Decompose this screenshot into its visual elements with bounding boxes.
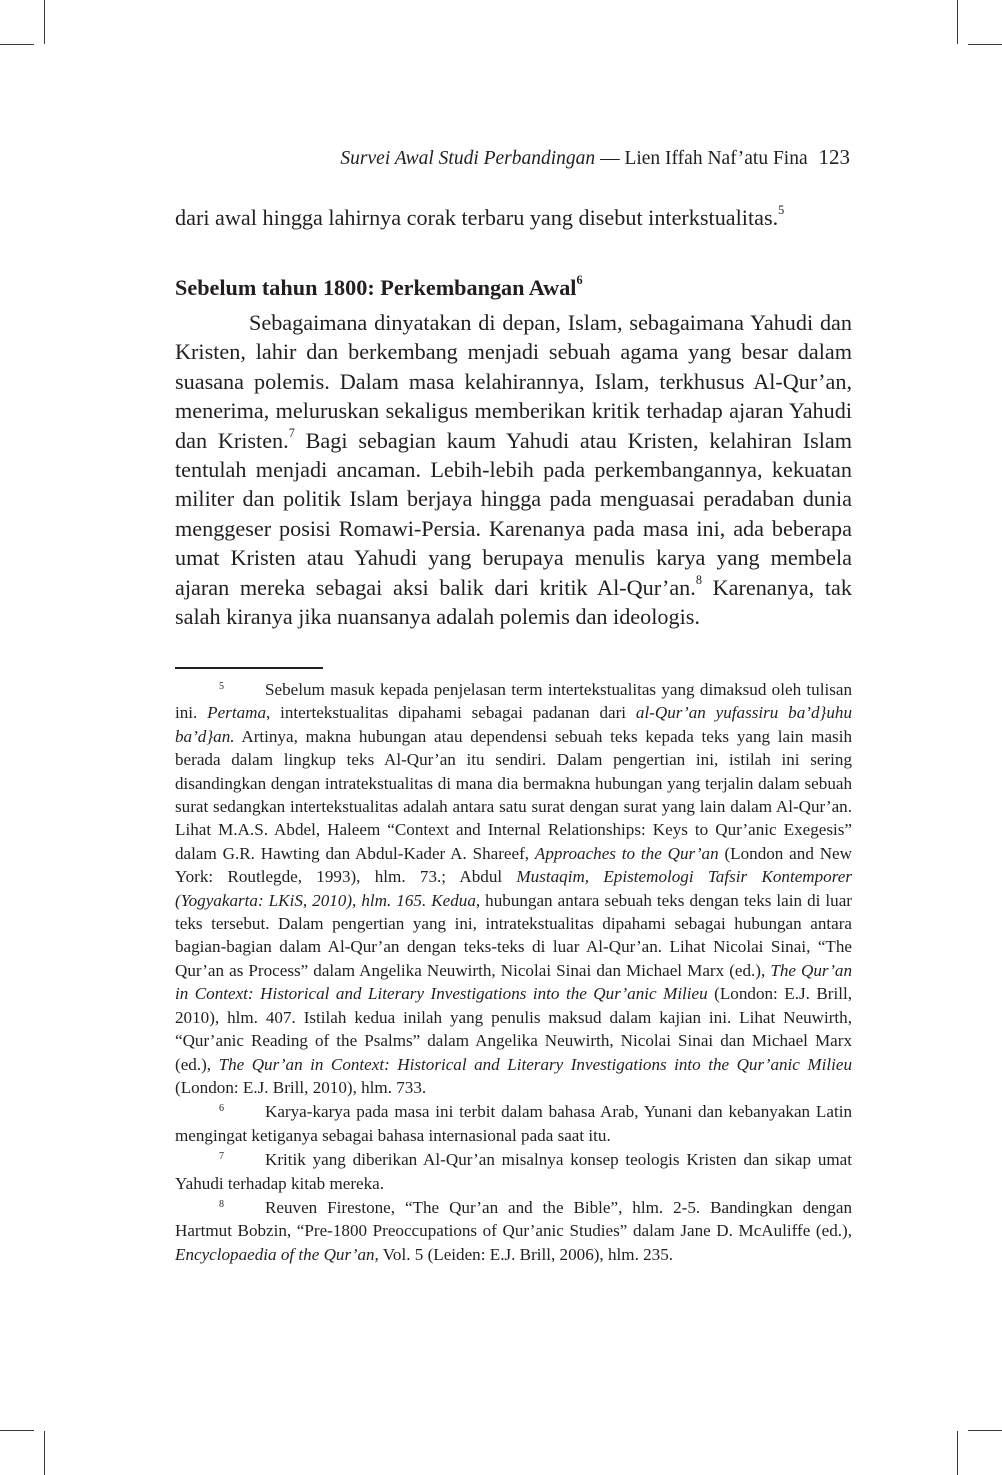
footnote-8-text-2: Vol. 5 (Leiden: E.J. Brill, 2006), hlm. 235. [378, 1244, 674, 1264]
footnote-5-italic-5: The Qur’an in Context: Historical and Literary Investigations into the Qur’anic Milieu [175, 960, 852, 1004]
footnote-separator [175, 667, 323, 669]
running-head [340, 145, 850, 170]
running-head-title: Survei Awal Studi Perbandingan [340, 148, 596, 169]
footnotes [175, 678, 852, 1266]
footnote-8-italic-1: Encyclopaedia of the Qur’an, [175, 1244, 379, 1264]
footnote-5-italic-6: The Qur’an in Context: Historical and Literary Investigations into the Qur’anic Milieu [218, 1054, 852, 1074]
footnote-5-text-2: , intertekstualitas dipahami sebagai padanan dari [266, 703, 636, 723]
lead-line [175, 203, 852, 232]
crop-mark-top-left [44, 0, 45, 44]
paragraph-part-1: Sebagaimana dinyatakan di depan, Islam, sebagaimana Yahudi dan Kristen, lahir dan berkembang menjadi sebuah agama yang besar dalam suasana polemis. Dalam masa kelahirannya, Islam, terkhusus Al-Qur’an, menerima, meluruskan sekaligus memberikan kritik terhadap ajaran Yahudi dan Kristen. [175, 310, 852, 453]
lead-line-text: dari awal hingga lahirnya corak terbaru yang disebut interkstualitas. [175, 205, 779, 230]
paragraph-part-3: Karenanya, tak salah kiranya jika nuansanya adalah polemis dan ideologis. [175, 574, 852, 630]
footnote-6 [175, 1100, 852, 1147]
footnote-5-text-5: hubungan antara sebuah teks dengan teks lain di luar teks tersebut. Dalam pengertian yang ini, intratekstualitas dipahami sebagai hubungan antara bagian-bagian dalam Al-Qur’an dengan teks-teks di luar Al-Qur’an. Lihat Nicolai Sinai, “The Qur’an as Process” dalam Angelika Neuwirth, Nicolai Sinai dan Michael Marx (ed.), [175, 890, 852, 980]
crop-mark-bottom-left [44, 1431, 45, 1475]
footnote-5 [175, 678, 852, 1099]
paragraph-part-2: Bagi sebagian kaum Yahudi atau Kristen, kelahiran Islam tentulah menjadi ancaman. Lebih-lebih pada perkembangannya, kekuatan militer dan politik Islam berjaya hingga pada menguasai peradaban dunia menggeser posisi Romawi-Persia. Karenanya pada masa ini, ada beberapa umat Kristen atau Yahudi yang berupaya menulis karya yang membela ajaran mereka sebagai aksi balik dari kritik Al-Qur’an. [175, 427, 852, 600]
crop-mark-bottom-right-h [968, 1430, 1002, 1431]
footnote-8-text-1: Reuven Firestone, “The Qur’an and the Bible”, hlm. 2-5. Bandingkan dengan Hartmut Bobzin, “Pre-1800 Preoccupations of Qur’anic Studies” dalam Jane D. McAuliffe (ed.), [175, 1197, 852, 1241]
footnote-5-text-6: (London: E.J. Brill, 2010), hlm. 407. Istilah kedua inilah yang penulis maksud dalam kajian ini. Lihat Neuwirth, “Qur’anic Reading of the Psalms” dalam Angelika Neuwirth, Nicolai Sinai dan Michael Marx (ed.), [175, 984, 852, 1074]
footnote-5-italic-4: Mustaqim, Epistemologi Tafsir Kontemporer (Yogyakarta: LKiS, 2010), hlm. 165. Kedua, [175, 867, 852, 910]
crop-mark-top-left-h [0, 44, 34, 45]
footnote-ref-6[interactable]: 6 [576, 273, 583, 288]
footnote-marker-5: 5 [219, 681, 224, 692]
footnote-6-text: Karya-karya pada masa ini terbit dalam bahasa Arab, Yunani dan kebanyakan Latin mengingat ketiganya sebagai bahasa internasional pada saat itu. [175, 1102, 852, 1145]
footnote-5-italic-3: Approaches to the Qur’an [534, 843, 719, 863]
footnote-8 [175, 1196, 852, 1266]
footnote-5-italic-2: al-Qur’an yufassiru ba’d}uhu ba’d}an. [175, 703, 852, 746]
footnote-5-text-7: (London: E.J. Brill, 2010), hlm. 733. [175, 1077, 427, 1097]
footnote-5-italic-1: Pertama [207, 703, 267, 723]
footnote-5-text-4: (London and New York: Routlegde, 1993), hlm. 73.; Abdul [175, 843, 852, 887]
footnote-5-text-1: Sebelum masuk kepada penjelasan term intertekstualitas yang dimaksud oleh tulisan ini. [175, 680, 852, 723]
footnote-ref-7[interactable]: 7 [288, 425, 295, 440]
footnote-7-text: Kritik yang diberikan Al-Qur’an misalnya konsep teologis Kristen dan sikap umat Yahudi terhadap kitab mereka. [175, 1150, 852, 1193]
section-heading-text: Sebelum tahun 1800: Perkembangan Awal [175, 275, 577, 300]
footnote-7 [175, 1148, 852, 1195]
crop-mark-bottom-right [957, 1431, 958, 1475]
footnote-5-text-3: Artinya, makna hubungan atau dependensi sebuah teks kepada teks yang lain masih berada dalam lingkup teks Al-Qur’an itu sendiri. Dalam pengertian ini, istilah ini sering disandingkan dengan intratekstualitas di mana dia bermakna hubungan yang terjalin dalam sebuah surat sedangkan intertekstualitas adalah antara satu surat dengan surat yang lain dalam Al-Qur’an. Lihat M.A.S. Abdel, Haleem “Context and Internal Relationships: Keys to Qur’anic Exegesis” dalam G.R. Hawting dan Abdul-Kader A. Shareef, [175, 726, 852, 863]
footnote-ref-5[interactable]: 5 [778, 203, 785, 218]
crop-mark-top-right-h [968, 44, 1002, 45]
section-heading [175, 273, 852, 302]
page-number: 123 [818, 145, 850, 169]
footnote-ref-8[interactable]: 8 [695, 572, 702, 587]
crop-mark-bottom-left-h [0, 1430, 34, 1431]
running-head-author: Lien Iffah Naf’atu Fina [624, 148, 808, 169]
crop-mark-top-right [957, 0, 958, 44]
main-paragraph [175, 308, 852, 631]
footnote-marker-7: 7 [219, 1151, 224, 1163]
running-head-separator: — [600, 148, 620, 169]
footnote-marker-6: 6 [219, 1103, 224, 1115]
footnote-marker-8: 8 [219, 1198, 224, 1210]
